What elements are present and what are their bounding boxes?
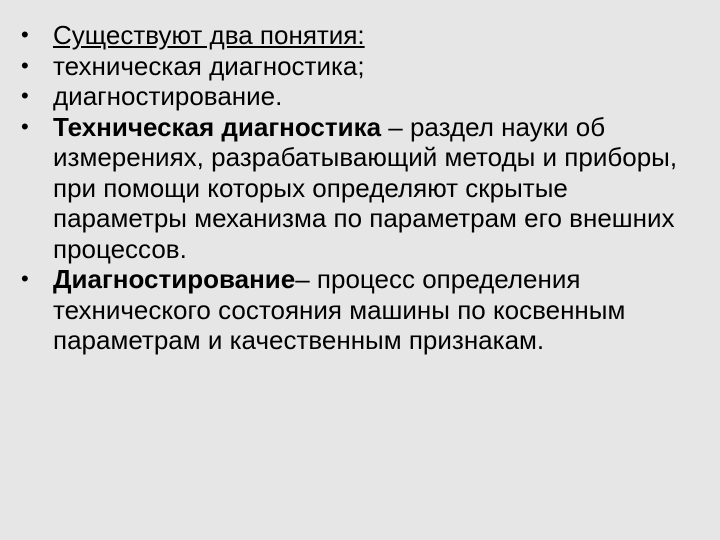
definition-term: Техническая диагностика [53,111,382,142]
bullet-marker: • [21,22,29,47]
intro-text: Существуют два понятия: [53,20,365,50]
definition-term: Диагностирование [53,264,296,294]
concept-technical-diagnostics: техническая диагностика; [53,50,365,81]
bullet-list [21,20,681,356]
bullet-marker: • [21,83,29,108]
bullet-item-diagnosing [21,81,681,112]
bullet-item-definition-diagnosing [21,264,681,356]
bullet-marker: • [21,266,29,291]
bullet-marker: • [21,52,29,78]
bullet-marker: • [21,113,29,139]
definition-text: – процесс определения технического состояния машины по косвенным параметрам и качественным признакам. [53,264,626,355]
bullet-item-intro [21,20,681,51]
concept-diagnosing: диагностирование. [53,81,283,111]
bullet-item-technical-diagnostics [21,51,681,82]
definition-text: – раздел науки об измерениях, разрабатывающий методы и приборы, при помощи которых определяют скрытые параметры механизма по параметрам его внешних процессов. [53,111,678,264]
bullet-item-definition-technical-diagnostics [21,112,681,265]
